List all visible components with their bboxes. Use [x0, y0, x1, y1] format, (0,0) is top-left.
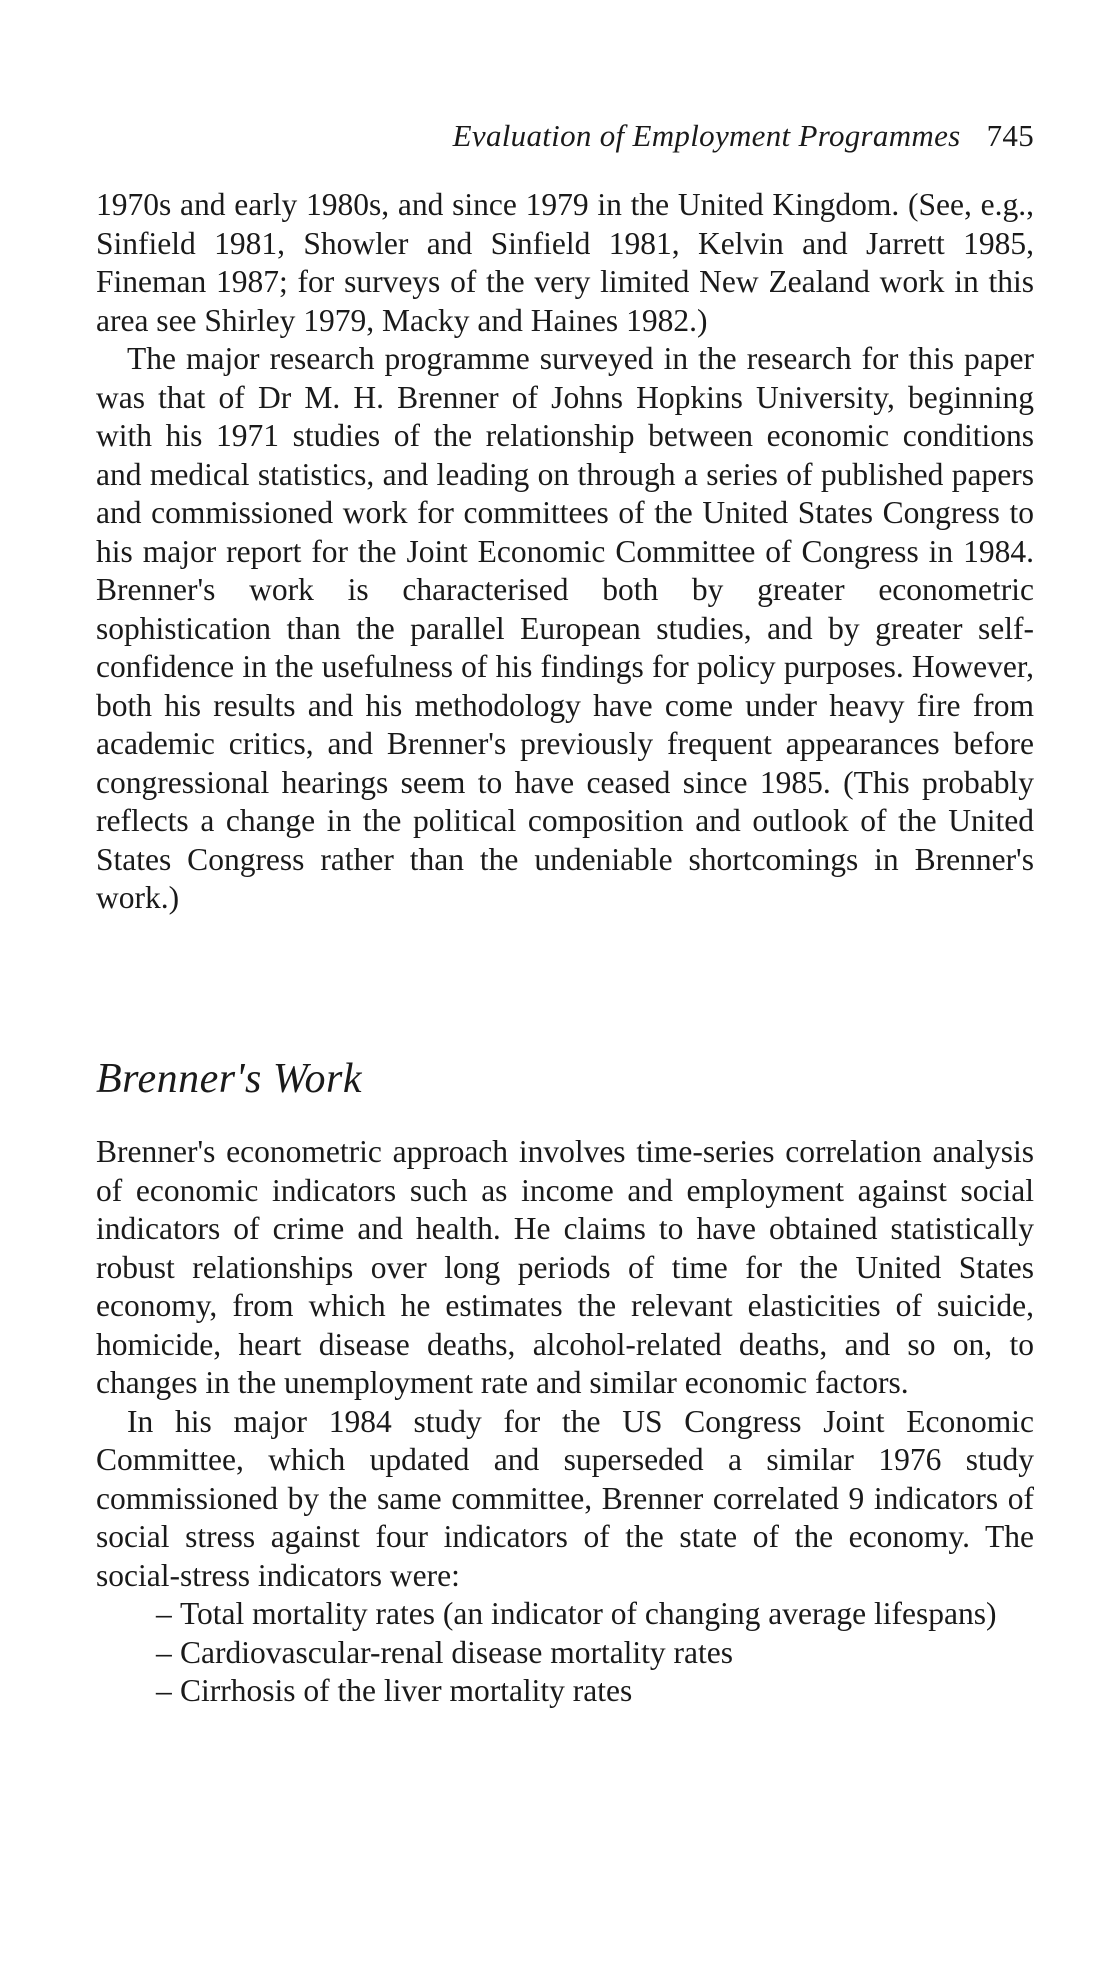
running-header: [453, 118, 1034, 154]
list-item: – Cardiovascular-renal disease mortality rates: [156, 1634, 1034, 1673]
running-title: Evaluation of Employment Programmes: [452, 118, 961, 153]
brenner-text-block: [96, 1133, 1034, 1711]
intro-text-block: [96, 186, 1034, 918]
list-item: – Cirrhosis of the liver mortality rates: [156, 1672, 1034, 1711]
indicator-list: [96, 1595, 1034, 1711]
paragraph-research-programme: The major research programme surveyed in the research for this paper was that of Dr M. H. Brenner of Johns Hopkins University, beginning with his 1971 studies of the relationship between economic conditions and medical statistics, and leading on through a series of published papers and commissioned work for committees of the United States Congress to his major report for the Joint Economic Committee of Congress in 1984. Brenner's work is characterised both by greater econometric sophistication than the parallel European studies, and by greater self-confidence in the usefulness of his findings for policy purposes. However, both his results and his methodology have come under heavy fire from academic critics, and Brenner's previously frequent appearances before congressional hearings seem to have ceased since 1985. (This probably reflects a change in the political composition and outlook of the United States Congress rather than the undeniable shortcomings in Brenner's work.): [96, 341, 1034, 915]
page-number: 745: [986, 118, 1034, 153]
paragraph-1984-study: In his major 1984 study for the US Congress Joint Economic Committee, which updated and superseded a similar 1976 study commissioned by the same committee, Brenner correlated 9 indicators of social stress against four indicators of the state of the economy. The social-stress indicators were:: [96, 1403, 1034, 1593]
paragraph-continuation: 1970s and early 1980s, and since 1979 in the United Kingdom. (See, e.g., Sinfield 1981, Showler and Sinfield 1981, Kelvin and Jarrett 1985, Fineman 1987; for surveys of the very limited New Zealand work in this area see Shirley 1979, Macky and Haines 1982.): [96, 187, 1034, 338]
paragraph-econometric-approach: Brenner's econometric approach involves time-series correlation analysis of economic indicators such as income and employment against social indicators of crime and health. He claims to have obtained statistically robust relationships over long periods of time for the United States economy, from which he estimates the relevant elasticities of suicide, homicide, heart disease deaths, alcohol-related deaths, and so on, to changes in the unemployment rate and similar economic factors.: [96, 1134, 1034, 1400]
list-item: – Total mortality rates (an indicator of changing average lifespans): [156, 1595, 1034, 1634]
section-heading: Brenner's Work: [96, 1056, 363, 1102]
